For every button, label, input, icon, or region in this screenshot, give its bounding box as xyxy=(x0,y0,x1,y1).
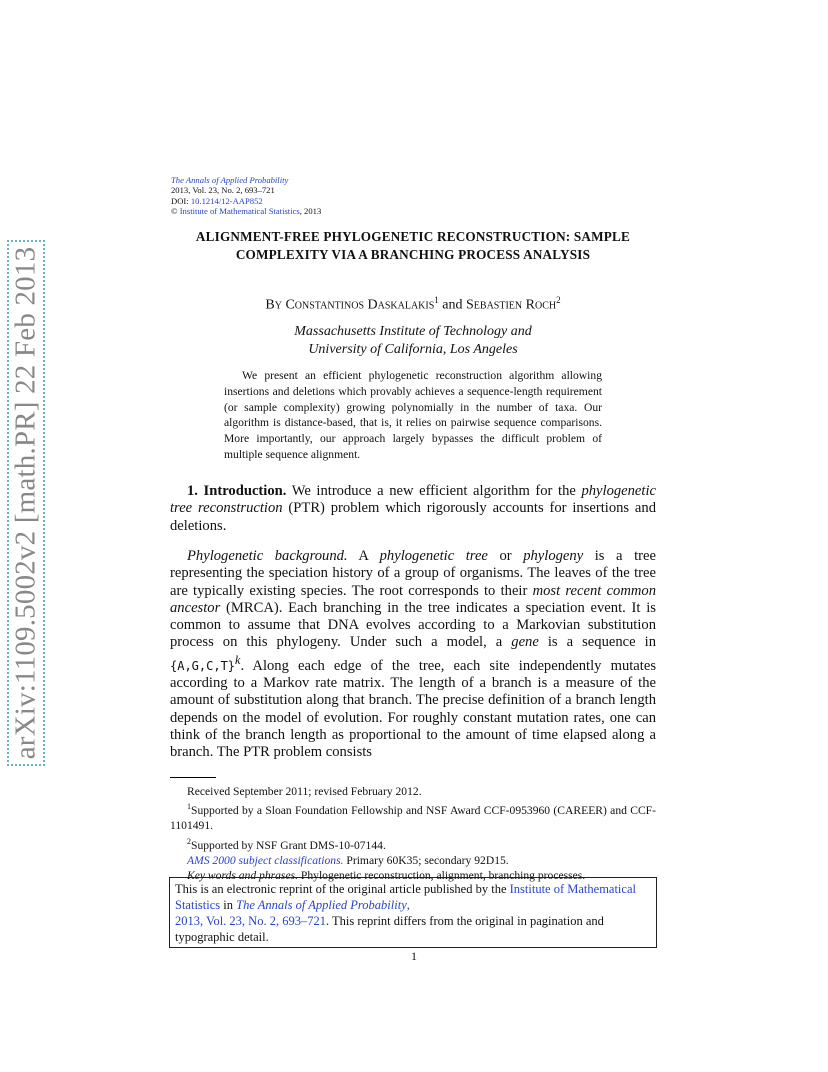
bg-t3: is a tree representing the speciation history of a group of organisms. The leaves of the tree are typically existing species. The root corresponds to their xyxy=(170,548,656,599)
footnote-2-mark: 2 xyxy=(187,836,191,846)
journal-volume: 2013, Vol. 23, No. 2, 693–721 xyxy=(171,185,275,196)
author-2-mark: 2 xyxy=(556,295,561,305)
ims-link[interactable]: Institute of Mathematical Statistics xyxy=(179,205,300,216)
byline xyxy=(170,295,656,314)
footnote-1-mark: 1 xyxy=(187,802,191,812)
reprint-t4: . This reprint differs from the original in pagination and typographic detail. xyxy=(175,914,604,944)
doi-label: DOI: xyxy=(171,195,189,206)
reprint-notice xyxy=(169,877,657,948)
affiliations xyxy=(170,323,656,359)
footnote-2 xyxy=(170,834,656,853)
copyright-year: , 2013 xyxy=(299,205,322,216)
footnote-1 xyxy=(170,799,656,833)
affiliation-2: University of California, Los Angeles xyxy=(308,342,518,357)
bg-t1: A xyxy=(347,548,380,564)
ams-classification xyxy=(170,853,656,868)
reprint-volume-link[interactable]: 2013, Vol. 23, No. 2, 693–721 xyxy=(175,914,326,928)
abstract: We present an efficient phylogenetic reconstruction algorithm allowing insertions and deletions which provably achieves a sequence-length requirement (or sample complexity) growing polynomially in the number of taxa. Our algorithm is distance-based, that is, it relies on pairwise sequence comparisons. More importantly, our approach largely bypasses the difficult problem of multiple sequence alignment. xyxy=(224,369,602,461)
bg-e4: gene xyxy=(511,634,539,651)
reprint-t3: , xyxy=(406,898,410,912)
page-number: 1 xyxy=(411,949,417,963)
bg-e2: phylogeny xyxy=(523,548,584,564)
bg-alphabet: {A,G,C,T} xyxy=(170,658,236,673)
footnote-2-text: Supported by NSF Grant DMS-10-07144. xyxy=(191,838,386,852)
bg-e3: most recent common ancestor xyxy=(170,582,657,616)
author-1: Constantinos Daskalakis xyxy=(285,297,435,313)
footnotes xyxy=(170,784,656,884)
background-heading: Phylogenetic background. xyxy=(187,548,348,564)
intro-em-ptr: phylogenetic tree reconstruction xyxy=(170,483,656,517)
journal-name-link[interactable]: The Annals of Applied Probability xyxy=(171,175,289,185)
byline-by: By xyxy=(265,297,282,313)
keywords-label: Key words and phrases. xyxy=(187,869,299,883)
background-paragraph xyxy=(170,548,656,761)
bg-e1: phylogenetic tree xyxy=(379,548,488,564)
intro-heading: 1. Introduction. xyxy=(187,483,287,499)
received-note: Received September 2011; revised February 2012. xyxy=(187,785,422,798)
copyright-symbol: © xyxy=(171,205,178,216)
bg-exponent: k xyxy=(235,652,241,667)
reprint-ims-link[interactable]: Institute of Mathematical Statistics xyxy=(175,882,636,912)
intro-text-2: (PTR) problem which rigorously accounts for insertions and deletions. xyxy=(170,500,657,534)
paper-title: ALIGNMENT-FREE PHYLOGENETIC RECONSTRUCTION: SAMPLE COMPLEXITY VIA A BRANCHING PROCESS ANALYSIS xyxy=(195,229,631,262)
intro-paragraph xyxy=(170,483,656,535)
reprint-journal-link[interactable]: The Annals of Applied Probability xyxy=(236,898,407,912)
affiliation-1: Massachusetts Institute of Technology and xyxy=(294,324,532,339)
footnote-1-text: Supported by a Sloan Foundation Fellowship and NSF Award CCF-0953960 (CAREER) and CCF-1101491. xyxy=(170,804,656,833)
journal-meta xyxy=(171,175,321,216)
byline-and: and xyxy=(442,297,463,313)
bg-t6: . Along each edge of the tree, each site independently mutates according to a Markov rate matrix. The length of a branch is a measure of the amount of substitution along that branch. The precise definition of a branch length depends on the model of evolution. For roughly constant mutation rates, one can think of the branch length as proportional to the amount of time elapsed along a branch. The PTR problem consists xyxy=(170,657,656,761)
author-2: Sebastien Roch xyxy=(466,297,557,313)
intro-text-1: We introduce a new efficient algorithm for the xyxy=(286,483,582,499)
bg-t2: or xyxy=(487,548,524,564)
reprint-t2: in xyxy=(220,898,237,912)
bg-t4: (MRCA). Each branching in the tree indicates a speciation event. It is common to assume that DNA evolves according to a Markovian substitution process on this phylogeny. Under such a model, a xyxy=(170,599,656,651)
author-1-mark: 1 xyxy=(434,295,439,305)
reprint-t1: This is an electronic reprint of the original article published by the xyxy=(175,882,510,896)
arxiv-stamp xyxy=(7,240,45,766)
keywords-text: Phylogenetic reconstruction, alignment, branching processes. xyxy=(298,869,586,883)
ams-text: Primary 60K35; secondary 92D15. xyxy=(343,853,509,867)
ams-link[interactable]: AMS 2000 subject classifications. xyxy=(187,853,344,867)
doi-link[interactable]: 10.1214/12-AAP852 xyxy=(190,195,263,206)
bg-t5: is a sequence in xyxy=(538,634,656,651)
footnote-rule xyxy=(170,777,216,778)
arxiv-id: arXiv:1109.5002v2 [math.PR] 22 Feb 2013 xyxy=(9,246,42,760)
